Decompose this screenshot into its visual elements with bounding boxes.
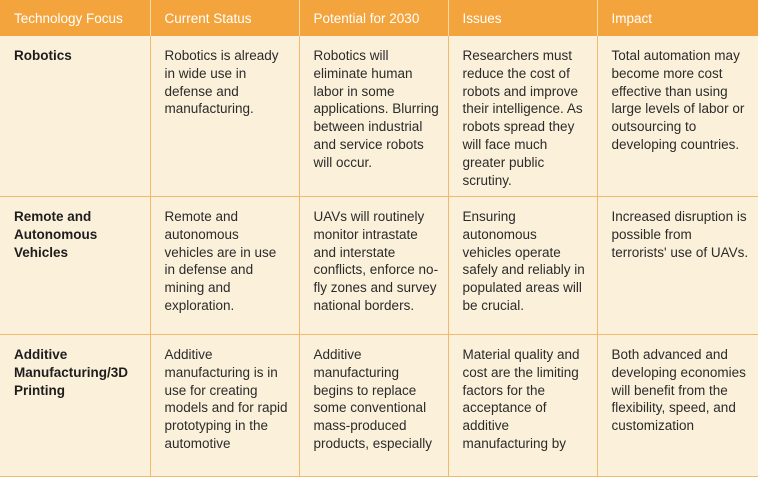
header-impact: Impact — [597, 0, 758, 36]
cell-issues: Material quality and cost are the limiting factors for the acceptance of additive manufacturing by — [448, 335, 597, 477]
table-row — [0, 335, 758, 477]
cell-technology-focus: Remote and Autonomous Vehicles — [0, 197, 150, 335]
header-technology-focus: Technology Focus — [0, 0, 150, 36]
header-issues: Issues — [448, 0, 597, 36]
cell-current-status: Remote and autonomous vehicles are in use in defense and mining and exploration. — [150, 197, 299, 335]
table-row — [0, 36, 758, 197]
header-potential-2030: Potential for 2030 — [299, 0, 448, 36]
table-row — [0, 197, 758, 335]
header-row — [0, 0, 758, 36]
cell-potential-2030: UAVs will routinely monitor intrastate and interstate conflicts, enforce no-fly zones and survey national borders. — [299, 197, 448, 335]
cell-technology-focus: Additive Manufacturing/3D Printing — [0, 335, 150, 477]
cell-technology-focus: Robotics — [0, 36, 150, 197]
table-body — [0, 36, 758, 477]
cell-issues: Ensuring autonomous vehicles operate safely and reliably in populated areas will be crucial. — [448, 197, 597, 335]
cell-potential-2030: Additive manufacturing begins to replace some conventional mass-produced products, especially — [299, 335, 448, 477]
cell-impact: Increased disruption is possible from terrorists' use of UAVs. — [597, 197, 758, 335]
cell-current-status: Additive manufacturing is in use for creating models and for rapid prototyping in the automotive — [150, 335, 299, 477]
cell-impact: Both advanced and developing economies will benefit from the flexibility, speed, and customization — [597, 335, 758, 477]
cell-issues: Researchers must reduce the cost of robots and improve their intelligence. As robots spread they will face much greater public scrutiny. — [448, 36, 597, 197]
cell-potential-2030: Robotics will eliminate human labor in some applications. Blurring between industrial and service robots will occur. — [299, 36, 448, 197]
table-header — [0, 0, 758, 36]
header-current-status: Current Status — [150, 0, 299, 36]
cell-impact: Total automation may become more cost effective than using large levels of labor or outsourcing to developing countries. — [597, 36, 758, 197]
cell-current-status: Robotics is already in wide use in defense and manufacturing. — [150, 36, 299, 197]
